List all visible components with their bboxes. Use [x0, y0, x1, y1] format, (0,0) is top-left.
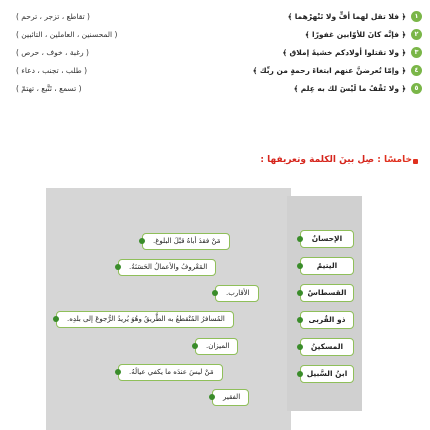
item-sentence: ﴿ وإمّا تُعرضنَّ عنهم ابتغاءَ رحمةٍ من ربِّك ﴾ [252, 66, 406, 75]
item-options: ( تسمع ، تَتَّبع ، تهتمّ ) [16, 84, 82, 93]
connector-dot-icon[interactable] [297, 236, 303, 242]
exercise-item [12, 62, 422, 80]
word-card[interactable] [300, 365, 354, 383]
definition-card[interactable] [118, 259, 216, 276]
item-number: ٤ [411, 65, 422, 76]
item-options: ( المحسنين ، العاملين ، التائبين ) [16, 30, 118, 39]
item-number: ٣ [411, 47, 422, 58]
word-label: الإحسانُ [311, 234, 343, 243]
exercise-item [12, 26, 422, 44]
exercise-item [12, 80, 422, 98]
definition-card[interactable] [56, 311, 234, 328]
section-title: صِل بينَ الكلمة وتعريفها : [260, 155, 375, 165]
definition-card[interactable] [212, 389, 249, 406]
item-sentence: ﴿ ولا تَقْفُ ما لَيْسَ لك به عِلم ﴾ [293, 84, 406, 93]
item-sentence: ﴿ ولا تقتلوا أولادكم خشيةَ إملاق ﴾ [282, 48, 406, 57]
connector-dot-icon[interactable] [139, 238, 145, 244]
definition-card[interactable] [142, 233, 230, 250]
connector-dot-icon[interactable] [53, 316, 59, 322]
definition-card[interactable] [215, 285, 259, 302]
word-label: القسطاسُ [307, 288, 347, 297]
definition-label: المُسافرُ المُنْقطعُ به الطَّريقُ وهُوَ يُريدُ الرُّجوعَ إلى بلدِه. [67, 315, 225, 323]
word-card[interactable] [300, 230, 354, 248]
word-label: ابنُ السَّبيل [306, 369, 348, 378]
word-card[interactable] [300, 311, 354, 329]
definitions-panel [46, 188, 291, 430]
word-label: ذو القُربى [308, 315, 346, 324]
connector-dot-icon[interactable] [297, 290, 303, 296]
definition-label: مَنْ فقدَ أباهُ قبْلَ البلوغ. [153, 237, 221, 245]
connector-dot-icon[interactable] [115, 369, 121, 375]
exercise-item [12, 44, 422, 62]
definition-label: الميزان. [206, 342, 230, 350]
definition-label: الفقير [223, 393, 241, 401]
connector-dot-icon[interactable] [209, 394, 215, 400]
exercise-item [12, 8, 422, 26]
word-label: المسكينُ [310, 342, 344, 351]
section-heading [260, 155, 412, 165]
item-options: ( تقاطع ، تزجر ، ترحم ) [16, 12, 90, 21]
connector-dot-icon[interactable] [297, 317, 303, 323]
connector-dot-icon[interactable] [297, 371, 303, 377]
item-number: ٢ [411, 29, 422, 40]
word-card[interactable] [300, 284, 354, 302]
connector-dot-icon[interactable] [192, 343, 198, 349]
definition-card[interactable] [195, 338, 238, 355]
item-options: ( رغبة ، خوف ، حرص ) [16, 48, 89, 57]
definition-card[interactable] [118, 364, 223, 381]
definition-label: المَعْروفُ والأعمالُ الحَسَنَةُ. [129, 263, 208, 271]
word-card[interactable] [300, 338, 354, 356]
connector-dot-icon[interactable] [297, 263, 303, 269]
item-sentence: ﴿ فلا تقل لهما أفٍّ ولا تَنْهرْهما ﴾ [287, 12, 406, 21]
connector-dot-icon[interactable] [297, 344, 303, 350]
word-card[interactable] [300, 257, 354, 275]
item-number: ١ [411, 11, 422, 22]
heading-marker-icon [413, 159, 418, 164]
item-number: ٥ [411, 83, 422, 94]
item-sentence: ﴿ فإنَّه كانَ للأوّابين غفورًا ﴾ [305, 30, 406, 39]
definition-label: الأقارب. [226, 289, 250, 297]
section-prefix: خامسًا : [377, 155, 412, 165]
item-options: ( طلب ، تجنب ، دعاء ) [16, 66, 87, 75]
word-label: اليتيمُ [316, 261, 338, 270]
connector-dot-icon[interactable] [115, 264, 121, 270]
definition-label: مَنْ ليسَ عندَه ما يكفي عيالَهُ. [129, 368, 214, 376]
connector-dot-icon[interactable] [212, 290, 218, 296]
